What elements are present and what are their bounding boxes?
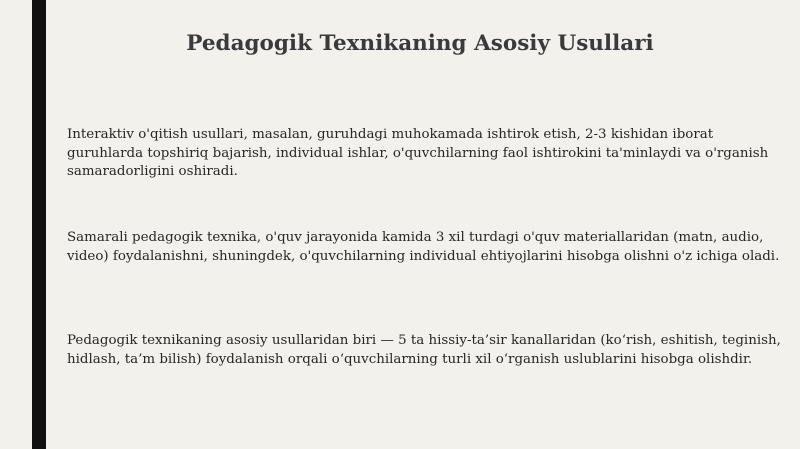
slide-title: Pedagogik Texnikaning Asosiy Usullari: [186, 31, 654, 56]
left-accent-bar: [32, 0, 46, 449]
paragraph-effective-technique: Samarali pedagogik texnika, o'quv jarayonida kamida 3 xil turdagi o'quv materiallaridan (matn, audio, video) foydalanishni, shuningdek, o'quvchilarning individual ehtiyojlarini hisobga olishni o'z ichiga oladi.: [67, 230, 780, 264]
paragraph-interactive-methods: Interaktiv o'qitish usullari, masalan, guruhdagi muhokamada ishtirok etish, 2-3 kishidan iborat guruhlarda topshiriq bajarish, individual ishlar, o'quvchilarning faol ishtirokini ta'minlaydi va o'rganish samaradorligini oshiradi.: [67, 127, 769, 179]
paragraph-sensory-channels: Pedagogik texnikaning asosiy usullaridan biri — 5 ta hissiy-ta’sir kanallaridan (ko‘rish, eshitish, teginish, hidlash, ta’m bilish) foydalanish orqali o‘quvchilarning turli xil o‘rganish uslublarini hisobga olishdir.: [67, 333, 781, 367]
